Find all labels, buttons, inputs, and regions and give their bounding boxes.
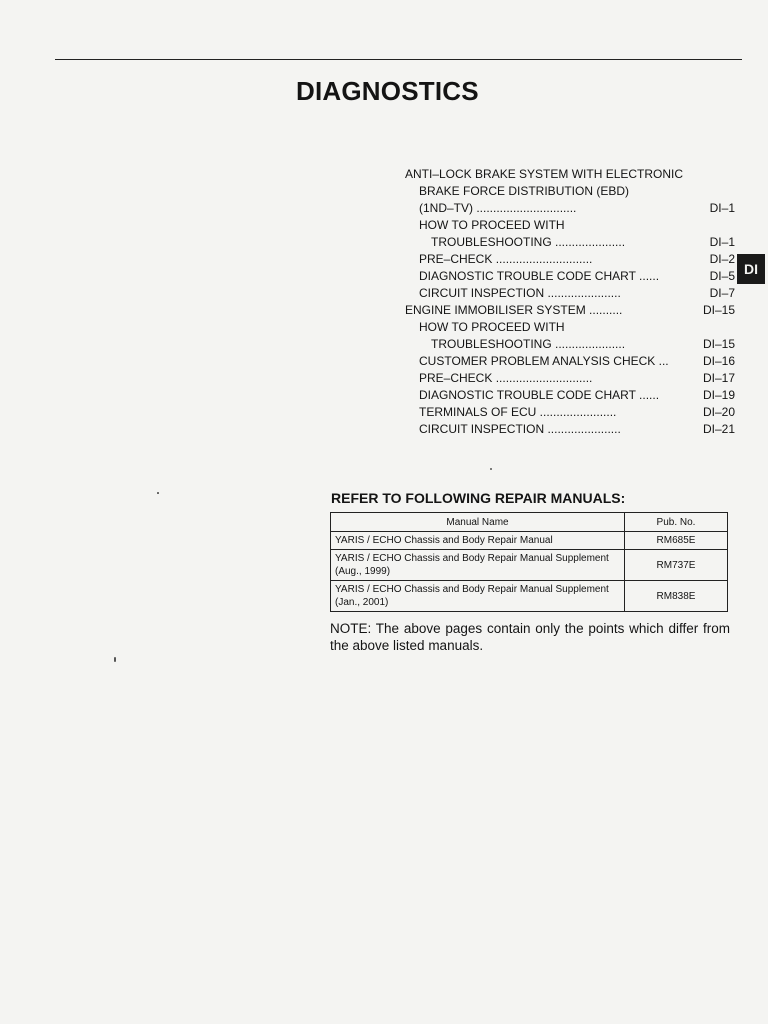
column-header-manual-name: Manual Name xyxy=(331,513,625,532)
toc-entry-page: DI–1 xyxy=(709,235,735,249)
toc-entry-page: DI–17 xyxy=(702,371,735,385)
toc-entry xyxy=(405,217,735,234)
column-header-pub-no: Pub. No. xyxy=(625,513,728,532)
scan-speck xyxy=(157,492,159,494)
toc-entry xyxy=(405,336,735,353)
toc-entry-title: TROUBLESHOOTING ..................... xyxy=(431,337,626,351)
manual-name-cell: YARIS / ECHO Chassis and Body Repair Manual Supplement (Jan., 2001) xyxy=(331,581,625,612)
toc-entry-title: HOW TO PROCEED WITH xyxy=(419,320,565,334)
toc-entry-page: DI–20 xyxy=(702,405,735,419)
toc-entry-title: HOW TO PROCEED WITH xyxy=(419,218,565,232)
toc-entry-title: PRE–CHECK ............................. xyxy=(419,371,593,385)
top-rule xyxy=(55,59,742,60)
toc-entry-title: TERMINALS OF ECU ....................... xyxy=(419,405,617,419)
toc-entry-title: ANTI–LOCK BRAKE SYSTEM WITH ELECTRONIC xyxy=(405,167,684,181)
toc-entry-page: DI–5 xyxy=(709,269,735,283)
toc-entry xyxy=(405,370,735,387)
toc-entry-title: CIRCUIT INSPECTION ...................... xyxy=(419,422,621,436)
toc-entry-title: DIAGNOSTIC TROUBLE CODE CHART ...... xyxy=(419,388,660,402)
toc-entry-page: DI–21 xyxy=(702,422,735,436)
toc-entry-page: DI–1 xyxy=(709,201,735,215)
toc-entry xyxy=(405,353,735,370)
toc-entry xyxy=(405,251,735,268)
pub-no-cell: RM737E xyxy=(625,550,728,581)
toc-entry-title: TROUBLESHOOTING ..................... xyxy=(431,235,626,249)
manuals-table xyxy=(330,512,728,612)
toc-entry-page: DI–15 xyxy=(702,303,735,317)
toc-entry-title: (1ND–TV) .............................. xyxy=(419,201,577,215)
toc-entry xyxy=(405,285,735,302)
toc-entry-page: DI–19 xyxy=(702,388,735,402)
toc-entry xyxy=(405,183,735,200)
toc-entry xyxy=(405,234,735,251)
toc-entry xyxy=(405,200,735,217)
scan-speck xyxy=(490,468,492,470)
toc-entry xyxy=(405,166,735,183)
manual-name-cell: YARIS / ECHO Chassis and Body Repair Manual Supplement (Aug., 1999) xyxy=(331,550,625,581)
toc-entry-page: DI–16 xyxy=(702,354,735,368)
toc-entry-page: DI–7 xyxy=(709,286,735,300)
toc-entry xyxy=(405,319,735,336)
toc-entry-title: CIRCUIT INSPECTION ...................... xyxy=(419,286,621,300)
table-header-row xyxy=(331,513,728,532)
toc-entry-title: ENGINE IMMOBILISER SYSTEM .......... xyxy=(405,303,623,317)
toc-entry xyxy=(405,268,735,285)
section-tab: DI xyxy=(737,254,765,284)
note-text: NOTE: The above pages contain only the points which differ from the above listed manuals. xyxy=(330,621,730,653)
pub-no-cell: RM685E xyxy=(625,532,728,550)
table-row xyxy=(331,581,728,612)
table-of-contents xyxy=(405,166,735,438)
toc-entry-title: DIAGNOSTIC TROUBLE CODE CHART ...... xyxy=(419,269,660,283)
toc-entry-title: CUSTOMER PROBLEM ANALYSIS CHECK ... xyxy=(419,354,669,368)
toc-entry-page: DI–2 xyxy=(709,252,735,266)
refer-heading: REFER TO FOLLOWING REPAIR MANUALS: xyxy=(331,490,626,506)
toc-entry xyxy=(405,302,735,319)
toc-entry-page: DI–15 xyxy=(702,337,735,351)
toc-entry xyxy=(405,387,735,404)
toc-entry xyxy=(405,404,735,421)
pub-no-cell: RM838E xyxy=(625,581,728,612)
table-row xyxy=(331,532,728,550)
table-row xyxy=(331,550,728,581)
toc-entry-title: PRE–CHECK ............................. xyxy=(419,252,593,266)
scan-speck xyxy=(114,657,116,662)
page-title: DIAGNOSTICS xyxy=(296,76,479,106)
toc-entry-title: BRAKE FORCE DISTRIBUTION (EBD) xyxy=(419,184,630,198)
manual-name-cell: YARIS / ECHO Chassis and Body Repair Manual xyxy=(331,532,625,550)
toc-entry xyxy=(405,421,735,438)
